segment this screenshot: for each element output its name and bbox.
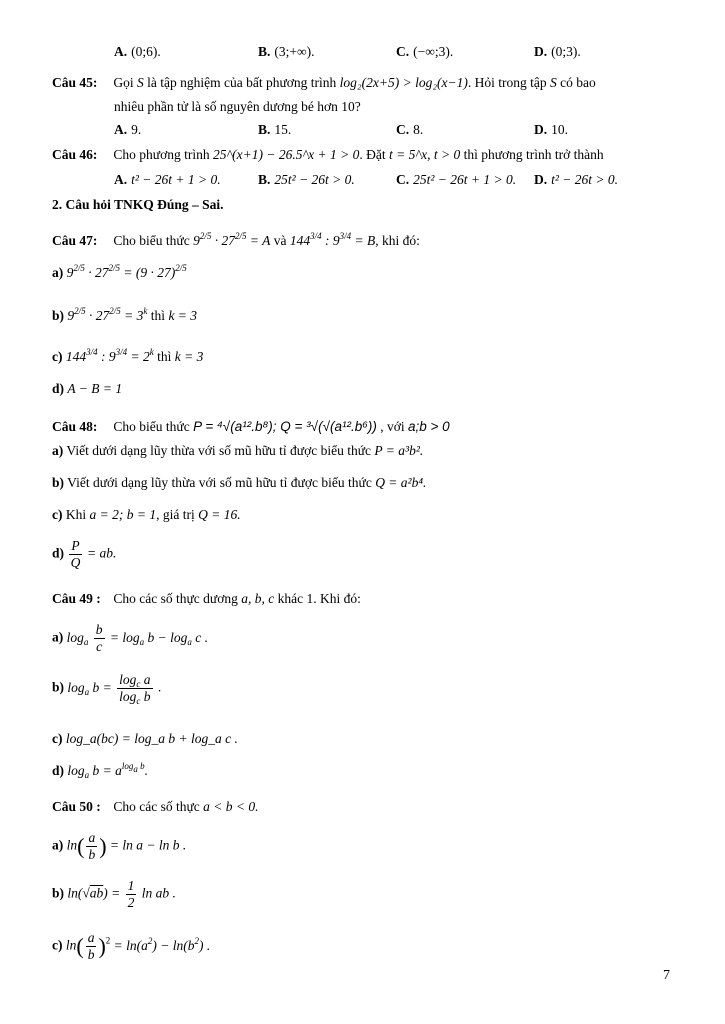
q46-stem: Câu 46: Cho phương trình 25^(x+1) − 26.5^x + 1 > 0. Đặt t = 5^x, t > 0 thì phương trình trở thành xyxy=(52,147,604,162)
q49-b: b) $\log_a b$ = $\frac{\log_c a}{\log_c b}$ . xyxy=(52,672,162,706)
q50-a: a) ln( $\frac{a}{b}$ ) = ln a − ln b . xyxy=(52,830,187,862)
q47-a: a) $9^{2/5} \cdot 27^{2/5} = (9 \cdot 27)^{2/5}$ xyxy=(52,263,187,280)
q48-d: d) $\frac{P}{Q}$ = ab. xyxy=(52,538,117,570)
q47-stem: Câu 47: Cho biểu thức $9^{2/5} \cdot 27^{2/5} = A$ và $144^{3/4}$ : $9^{3/4} = B$, khi đó: xyxy=(52,231,420,248)
q47-b: b) $9^{2/5} \cdot 27^{2/5} = 3^k$ thì k = 3 xyxy=(52,306,198,323)
section-heading: 2. Câu hỏi TNKQ Đúng – Sai. xyxy=(52,197,224,212)
q50-b: b) ln(√ab) = $\frac{1}{2}$ ln ab . xyxy=(52,878,176,910)
q45-options: A. 9. B. 15. C. 8. D. 10. xyxy=(114,122,568,137)
q45-stem-line2: nhiêu phần tử là số nguyên dương bé hơn 10? xyxy=(114,99,361,114)
q47-d: d) A − B = 1 xyxy=(52,381,123,396)
option-c: C. (−∞;3). xyxy=(396,44,454,59)
q48-b: b) Viết dưới dạng lũy thừa với số mũ hữu tỉ được biểu thức Q = a²b⁴. xyxy=(52,475,427,490)
q49-d: d) $\log_a b = a^{log_a b}$. xyxy=(52,761,149,780)
q50-c: c) ln( $\frac{a}{b}$ )$^2 = \ln(a^2) - \ln(b^2)$ . xyxy=(52,930,211,962)
q49-c: c) log_a(bc) = log_a b + log_a c . xyxy=(52,731,238,746)
q44-options xyxy=(114,44,674,64)
option-d: D. (0;3). xyxy=(534,44,581,59)
q48-a: a) Viết dưới dạng lũy thừa với số mũ hữu tỉ được biểu thức P = a³b². xyxy=(52,443,424,458)
q46-options: A. t² − 26t + 1 > 0. B. 25t² − 26t > 0. C. 25t² − 26t + 1 > 0. D. t² − 26t > 0. xyxy=(114,172,619,187)
q50-stem: Câu 50 : Cho các số thực a < b < 0. xyxy=(52,799,259,814)
q45-stem: Câu 45: Gọi S là tập nghiệm của bất phương trình log₂(2x+5) > log₂(x−1). Hỏi trong tập S có bao xyxy=(52,75,596,90)
q49-stem: Câu 49 : Cho các số thực dương a, b, c khác 1. Khi đó: xyxy=(52,591,361,606)
option-b: B. (3;+∞). xyxy=(258,44,315,59)
option-a: A. (0;6). xyxy=(114,44,161,59)
q49-a: a) $\log_a$ $\frac{b}{c}$ = $\log_a b - \log_a c$ . xyxy=(52,622,209,654)
q47-c: c) $144^{3/4}$ : $9^{3/4} = 2^k$ thì k = 3 xyxy=(52,347,204,364)
page-number: 7 xyxy=(663,968,670,983)
q48-stem: Câu 48: Cho biểu thức P = ⁴√(a¹².b⁸); Q = ³√(√(a¹².b⁶)) , với a;b > 0 xyxy=(52,419,450,434)
q48-c: c) Khi a = 2; b = 1, giá trị Q = 16. xyxy=(52,507,241,522)
